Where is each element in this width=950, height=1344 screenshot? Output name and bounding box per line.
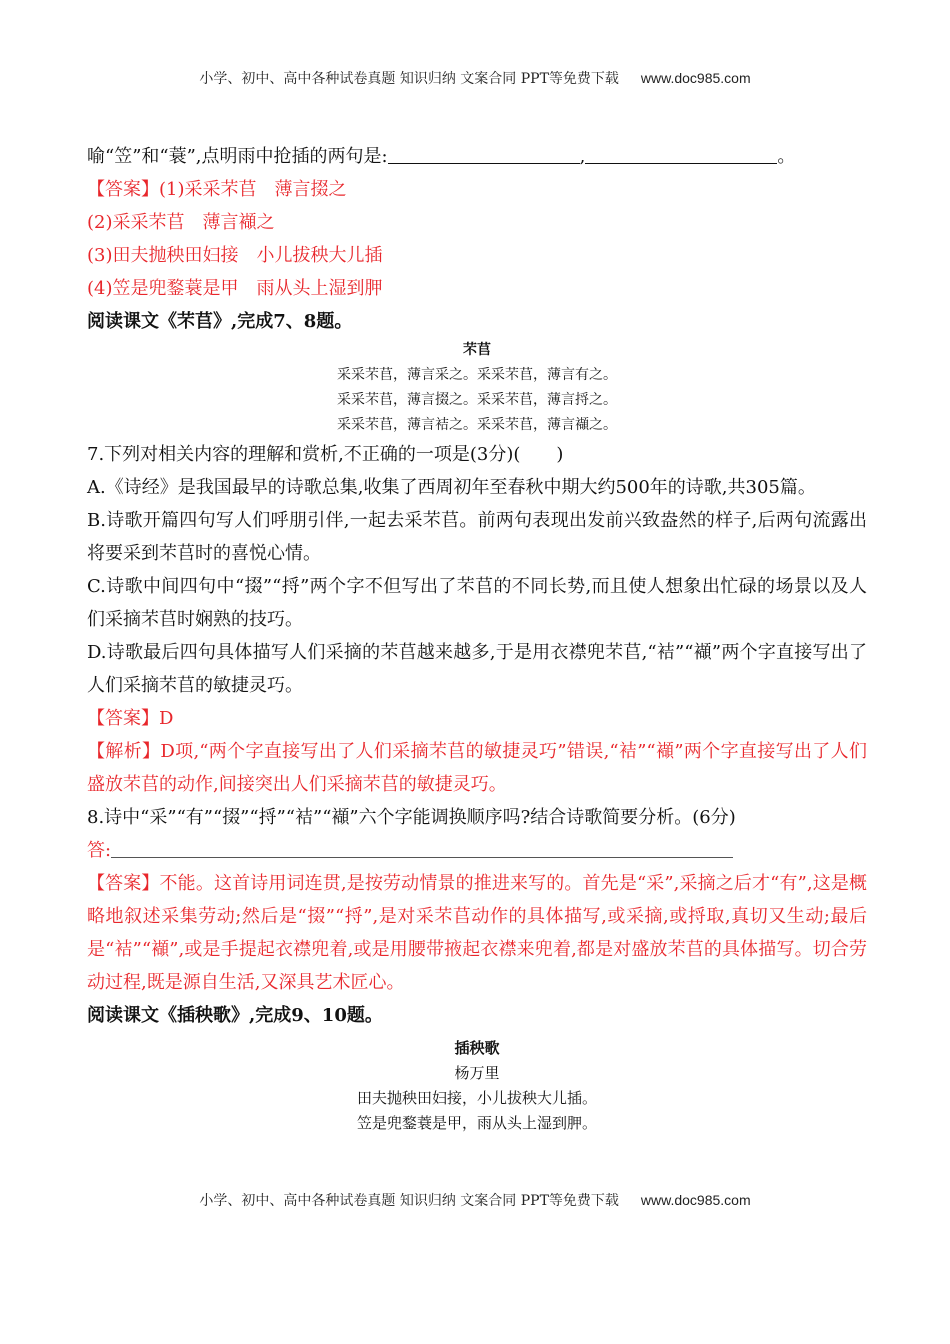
answer-line-4 [87, 272, 867, 305]
answer-b: 薄言襭之 [202, 212, 275, 233]
q8-stem: 8.诗中“采”“有”“掇”“捋”“袺”“襭”六个字能调换顺序吗?结合诗歌简要分析。(6分) [87, 807, 736, 828]
footer-text: 小学、初中、高中各种试卷真题 知识归纳 文案合同 PPT等免费下载 [199, 1193, 619, 1209]
q7-analysis [87, 735, 867, 801]
question-fragment [87, 140, 867, 173]
answer-line-3 [87, 239, 867, 272]
answer-text: 不能。这首诗用词连贯,是按劳动情景的推进来写的。首先是“采”,采摘之后才“有”,这是概略地叙述采集劳动;然后是“掇”“捋”,是对采芣苢动作的具体描写,或采摘,或捋取,真切又生动;最后是“袺”“襭”,或是手提起衣襟兜着,或是用腰带掖起衣襟来兜着,都是对盛放芣苢的具体描写。切合劳动过程,既是源自生活,又深具艺术匠心。 [87, 873, 867, 993]
answer-label: 【答案】 [87, 708, 159, 729]
poem-line: 采采芣苢，薄言掇之。采采芣苢，薄言捋之。 [337, 392, 617, 408]
separator: , [579, 146, 586, 167]
answer-label: 【答案】 [87, 179, 159, 200]
answer-label: 【答案】 [87, 873, 160, 894]
answer-a: (3)田夫抛秧田妇接 [87, 245, 239, 266]
page-footer [0, 1190, 950, 1210]
poem-chayangge [87, 1036, 867, 1136]
answer-value: D [159, 708, 174, 729]
document-body [87, 140, 867, 1136]
answer-a: (2)采采芣苢 [87, 212, 185, 233]
q8-answer-line [87, 834, 867, 867]
header-url[interactable]: www.doc985.com [640, 70, 751, 86]
answer-blank-2[interactable] [585, 143, 777, 164]
poem-line: 采采芣苢，薄言采之。采采芣苢，薄言有之。 [337, 367, 617, 383]
poem-line: 采采芣苢，薄言袺之。采采芣苢，薄言襭之。 [337, 417, 617, 433]
answer-prefix: 答: [87, 840, 112, 861]
answer-line-1 [87, 173, 867, 206]
answer-line-2 [87, 206, 867, 239]
header-text: 小学、初中、高中各种试卷真题 知识归纳 文案合同 PPT等免费下载 [199, 71, 619, 87]
section-heading-1: 阅读课文《芣苢》,完成7、8题。 [87, 311, 353, 332]
poem-author: 杨万里 [454, 1064, 500, 1082]
page-header [0, 68, 950, 88]
poem-title: 插秧歌 [454, 1039, 500, 1057]
q7-option-b: B.诗歌开篇四句写人们呼朋引伴,一起去采芣苢。前两句表现出发前兴致盎然的样子,后两句流露出将要采到芣苢时的喜悦心情。 [87, 510, 867, 564]
answer-b: 雨从头上湿到胛 [256, 278, 383, 299]
analysis-text: D项,“两个字直接写出了人们采摘芣苢的敏捷灵巧”错误,“袺”“襭”两个字直接写出了人们盛放芣苢的动作,间接突出人们采摘芣苢的敏捷灵巧。 [87, 741, 867, 795]
analysis-label: 【解析】 [87, 741, 161, 762]
answer-a: (1)采采芣苢 [159, 179, 257, 200]
q7-stem: 7.下列对相关内容的理解和赏析,不正确的一项是(3分)( ) [87, 444, 564, 465]
poem-line: 笠是兜鍪蓑是甲，雨从头上湿到胛。 [356, 1114, 597, 1132]
poem-title: 芣苢 [463, 342, 491, 358]
poem-line: 田夫抛秧田妇接，小儿拔秧大儿插。 [356, 1089, 597, 1107]
question-text: 喻“笠”和“蓑”,点明雨中抢插的两句是: [87, 146, 388, 167]
q8-answer [87, 867, 867, 999]
answer-blank[interactable] [111, 837, 733, 858]
answer-blank-1[interactable] [388, 143, 580, 164]
answer-a: (4)笠是兜鍪蓑是甲 [87, 278, 239, 299]
answer-b: 薄言掇之 [274, 179, 347, 200]
answer-b: 小儿拔秧大儿插 [256, 245, 383, 266]
q7-option-d: D.诗歌最后四句具体描写人们采摘的芣苢越来越多,于是用衣襟兜芣苢,“袺”“襭”两个字直接写出了人们采摘芣苢的敏捷灵巧。 [87, 642, 867, 696]
q7-option-a: A.《诗经》是我国最早的诗歌总集,收集了西周初年至春秋中期大约500年的诗歌,共305篇。 [87, 477, 816, 498]
q7-option-c: C.诗歌中间四句中“掇”“捋”两个字不但写出了芣苢的不同长势,而且使人想象出忙碌的场景以及人们采摘芣苢时娴熟的技巧。 [87, 576, 867, 630]
q7-answer [87, 702, 867, 735]
poem-fuyi [87, 338, 867, 438]
section-heading-2: 阅读课文《插秧歌》,完成9、10题。 [87, 1005, 383, 1026]
period: 。 [777, 146, 796, 167]
footer-url[interactable]: www.doc985.com [640, 1192, 751, 1208]
